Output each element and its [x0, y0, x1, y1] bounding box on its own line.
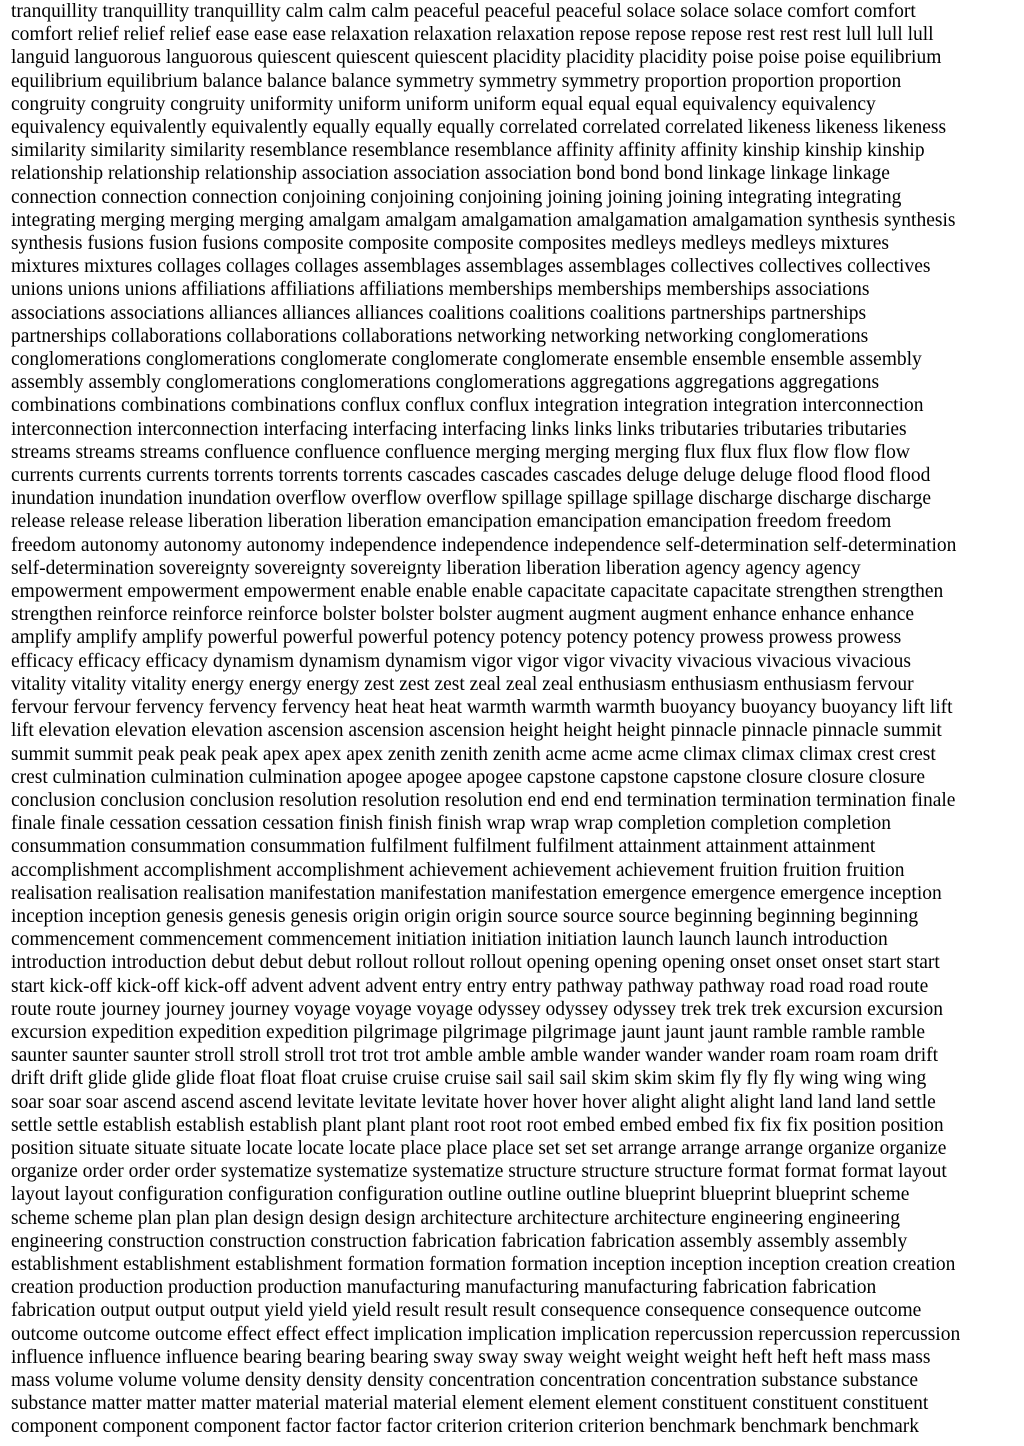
text-line: tranquillity tranquillity tranquillity calm calm calm peaceful peaceful peaceful solace solace solace comfort comfort [11, 1, 916, 22]
text-line: organize order order order systematize systematize systematize structure structure structure format format format layout [11, 1161, 947, 1183]
text-line: engineering construction construction construction fabrication fabrication fabrication assembly assembly assembly [11, 1230, 908, 1252]
text-line: accomplishment accomplishment accomplishment achievement achievement achievement fruition fruition fruition [11, 859, 905, 881]
text-line: synthesis fusions fusion fusions composite composite composite composites medleys medleys medleys mixtures [11, 233, 889, 255]
text-line: strengthen reinforce reinforce reinforce bolster bolster bolster augment augment augment enhance enhance enhance [11, 604, 915, 626]
text-line: unions unions unions affiliations affiliations affiliations memberships memberships memberships associations [11, 279, 870, 301]
text-line: crest culmination culmination culmination apogee apogee apogee capstone capstone capstone closure closure closure [11, 766, 925, 788]
text-line: settle settle establish establish establish plant plant plant root root root embed embed embed fix fix fix position position [11, 1114, 944, 1136]
text-line: conclusion conclusion conclusion resolution resolution resolution end end end termination termination termination finale [11, 789, 956, 811]
text-line: lift elevation elevation elevation ascension ascension ascension height height height pinnacle pinnacle pinnacle summit [11, 720, 942, 742]
text-line: position situate situate situate locate locate locate place place place set set set arrange arrange arrange organize organize [11, 1137, 947, 1159]
text-line: soar soar soar ascend ascend ascend levitate levitate levitate hover hover hover alight alight alight land land land settle [11, 1091, 936, 1113]
text-line: excursion expedition expedition expedition pilgrimage pilgrimage pilgrimage jaunt jaunt jaunt ramble ramble ramble [11, 1021, 926, 1043]
text-line: empowerment empowerment empowerment enable enable enable capacitate capacitate capacitate strengthen strengthen [11, 581, 944, 603]
text-line: languid languorous languorous quiescent quiescent quiescent placidity placidity placidity poise poise poise equilibrium [11, 47, 942, 69]
text-line: influence influence influence bearing bearing bearing sway sway sway weight weight weight heft heft heft mass mass [11, 1346, 931, 1368]
text-line: route route journey journey journey voyage voyage voyage odyssey odyssey odyssey trek trek trek excursion excursion [11, 998, 943, 1020]
text-line: associations associations alliances alliances alliances coalitions coalitions coalitions partnerships partnerships [11, 302, 867, 324]
text-line: inundation inundation inundation overflow overflow overflow spillage spillage spillage discharge discharge discharge [11, 488, 932, 510]
text-line: drift drift glide glide glide float float float cruise cruise cruise sail sail sail skim skim skim fly fly fly wing wing wing [11, 1068, 927, 1090]
text-line: summit summit peak peak peak apex apex apex zenith zenith zenith acme acme acme climax climax climax crest crest [11, 743, 936, 765]
text-line: layout layout configuration configuration configuration outline outline outline blueprint blueprint blueprint scheme [11, 1184, 910, 1206]
text-line: creation production production production manufacturing manufacturing manufacturing fabrication fabrication [11, 1277, 877, 1299]
text-line: streams streams streams confluence confluence confluence merging merging merging flux flux flux flow flow flow [11, 441, 910, 463]
text-line: connection connection connection conjoining conjoining conjoining joining joining joining integrating integrating [11, 186, 902, 208]
text-line: component component component factor factor factor criterion criterion criterion benchmark benchmark benchmark [11, 1416, 919, 1438]
text-line: relationship relationship relationship association association association bond bond bond linkage linkage linkage [11, 163, 890, 185]
text-line: finale finale cessation cessation cessation finish finish finish wrap wrap wrap completion completion completion [11, 813, 891, 835]
text-line: consummation consummation consummation fulfilment fulfilment fulfilment attainment attainment attainment [11, 836, 876, 858]
text-line: fabrication output output output yield yield yield result result result consequence consequence consequence outcome [11, 1300, 922, 1322]
text-line: comfort relief relief relief ease ease ease relaxation relaxation relaxation repose repose repose rest rest rest lull lull lull [11, 24, 934, 46]
text-line: saunter saunter saunter stroll stroll stroll trot trot trot amble amble amble wander wander wander roam roam roam drift [11, 1045, 939, 1067]
text-line: combinations combinations combinations conflux conflux conflux integration integration integration interconnection [11, 395, 924, 417]
text-line: amplify amplify amplify powerful powerful powerful potency potency potency potency prowess prowess prowess [11, 627, 902, 649]
text-line: scheme scheme plan plan plan design design design architecture architecture architecture engineering engineering [11, 1207, 901, 1229]
text-line: vitality vitality vitality energy energy energy zest zest zest zeal zeal zeal enthusiasm enthusiasm enthusiasm fervour [11, 673, 914, 695]
text-line: integrating merging merging merging amalgam amalgam amalgamation amalgamation amalgamation synthesis synthesis [11, 209, 956, 231]
text-line: introduction introduction debut debut debut rollout rollout rollout opening opening opening onset onset onset start start [11, 952, 940, 974]
text-line: self-determination sovereignty sovereignty sovereignty liberation liberation liberation agency agency agency [11, 557, 861, 579]
text-line: assembly assembly conglomerations conglomerations conglomerations aggregations aggregations aggregations [11, 372, 880, 394]
text-line: conglomerations conglomerations conglomerate conglomerate conglomerate ensemble ensemble ensemble assembly [11, 349, 922, 371]
text-line: fervour fervour fervency fervency fervency heat heat heat warmth warmth warmth buoyancy buoyancy buoyancy lift lift [11, 697, 953, 719]
text-line: efficacy efficacy efficacy dynamism dynamism dynamism vigor vigor vigor vivacity vivacious vivacious vivacious [11, 650, 912, 672]
text-line: equilibrium equilibrium balance balance balance symmetry symmetry symmetry proportion proportion proportion [11, 70, 902, 92]
text-line: congruity congruity congruity uniformity uniform uniform uniform equal equal equal equivalency equivalency [11, 93, 876, 115]
text-line: currents currents currents torrents torrents torrents cascades cascades cascades deluge deluge deluge flood flood flood [11, 465, 931, 487]
text-line: mixtures mixtures collages collages collages assemblages assemblages assemblages collectives collectives collectives [11, 256, 931, 278]
text-line: establishment establishment establishment formation formation formation inception inception inception creation creation [11, 1253, 956, 1275]
text-line: start kick-off kick-off kick-off advent advent advent entry entry entry pathway pathway pathway road road road route [11, 975, 929, 997]
text-line: commencement commencement commencement initiation initiation initiation launch launch launch introduction [11, 929, 888, 951]
text-line: similarity similarity similarity resemblance resemblance resemblance affinity affinity affinity kinship kinship kinship [11, 140, 925, 162]
text-line: realisation realisation realisation manifestation manifestation manifestation emergence emergence emergence inception [11, 882, 942, 904]
text-line: substance matter matter matter material material material element element element constituent constituent constituent [11, 1393, 929, 1415]
text-line: interconnection interconnection interfacing interfacing interfacing links links links tributaries tributaries tributaries [11, 418, 907, 440]
text-line: equivalency equivalently equivalently equally equally equally correlated correlated correlated likeness likeness likeness [11, 117, 947, 139]
text-line: release release release liberation liberation liberation emancipation emancipation emancipation freedom freedom [11, 511, 892, 533]
text-line: inception inception genesis genesis genesis origin origin origin source source source beginning beginning beginning [11, 905, 919, 927]
document-body [11, 0, 1014, 1439]
text-line: partnerships collaborations collaborations collaborations networking networking networking conglomerations [11, 325, 869, 347]
text-line: mass volume volume volume density density density concentration concentration concentration substance substance [11, 1369, 919, 1391]
text-line: freedom autonomy autonomy autonomy independence independence independence self-determination self-determination [11, 534, 957, 556]
text-line: outcome outcome outcome effect effect effect implication implication implication repercussion repercussion repercussion [11, 1323, 961, 1345]
